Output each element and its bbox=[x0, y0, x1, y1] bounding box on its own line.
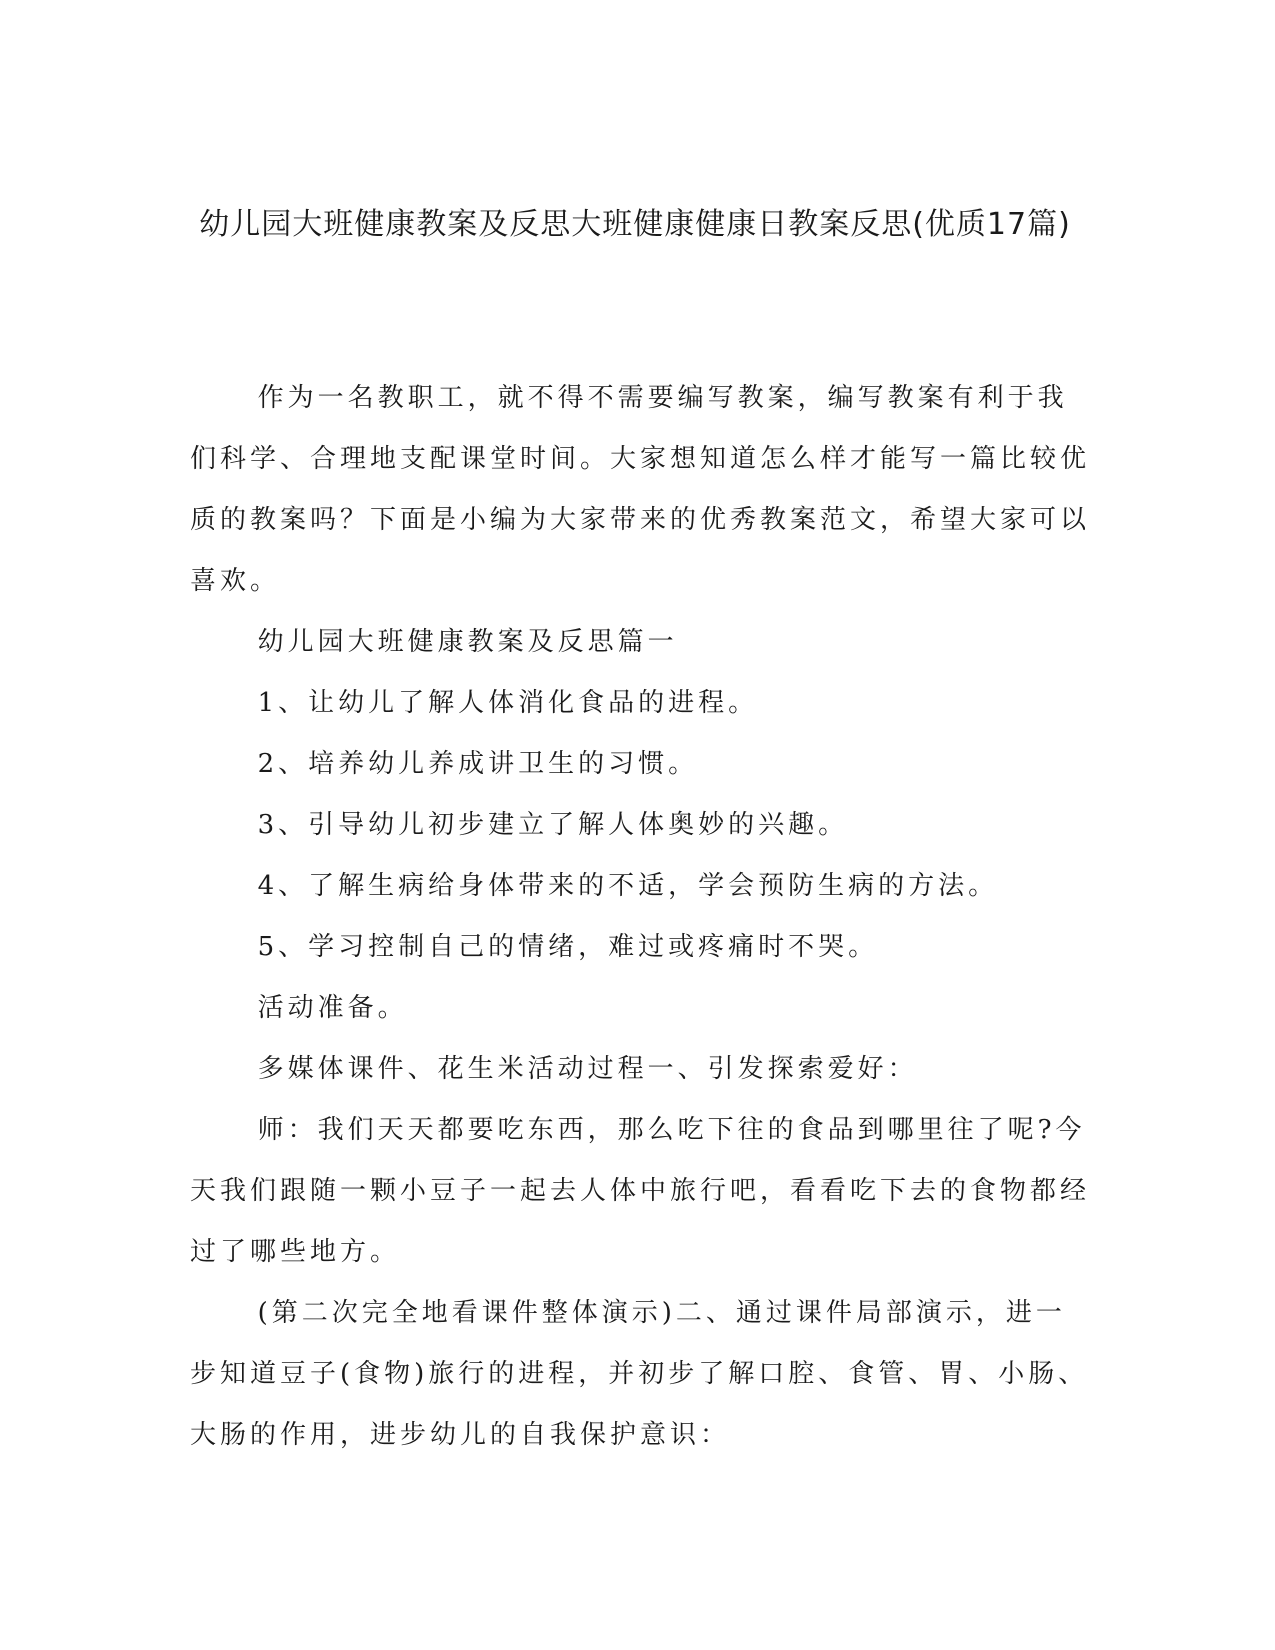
teacher-dialogue-paragraph: 师：我们天天都要吃东西，那么吃下往的食品到哪里往了呢?今天我们跟随一颗小豆子一起去人体中旅行吧，看看吃下去的食物都经过了哪些地方。 bbox=[190, 1115, 1091, 1267]
intro-paragraph: 作为一名教职工，就不得不需要编写教案，编写教案有利于我们科学、合理地支配课堂时间。大家想知道怎么样才能写一篇比较优质的教案吗？下面是小编为大家带来的优秀教案范文，希望大家可以喜欢。 bbox=[190, 383, 1091, 596]
section-heading: 幼儿园大班健康教案及反思篇一 bbox=[257, 627, 678, 657]
goal-item-2: 2、培养幼儿养成讲卫生的习惯。 bbox=[257, 749, 699, 779]
goal-item-1: 1、让幼儿了解人体消化食品的进程。 bbox=[257, 688, 759, 718]
goal-item-5: 5、学习控制自己的情绪，难过或疼痛时不哭。 bbox=[257, 932, 879, 962]
document-title: 幼儿园大班健康教案及反思大班健康健康日教案反思(优质17篇) bbox=[199, 207, 1071, 242]
activity-preparation-heading: 活动准备。 bbox=[257, 993, 408, 1023]
process-step-paragraph: (第二次完全地看课件整体演示)二、通过课件局部演示，进一步知道豆子(食物)旅行的进程，并初步了解口腔、食管、胃、小肠、大肠的作用，进步幼儿的自我保护意识： bbox=[190, 1298, 1089, 1450]
document-body bbox=[190, 368, 1095, 1466]
materials-paragraph: 多媒体课件、花生米活动过程一、引发探索爱好： bbox=[257, 1054, 918, 1084]
goal-item-4: 4、了解生病给身体带来的不适，学会预防生病的方法。 bbox=[257, 871, 999, 901]
goal-item-3: 3、引导幼儿初步建立了解人体奥妙的兴趣。 bbox=[257, 810, 849, 840]
